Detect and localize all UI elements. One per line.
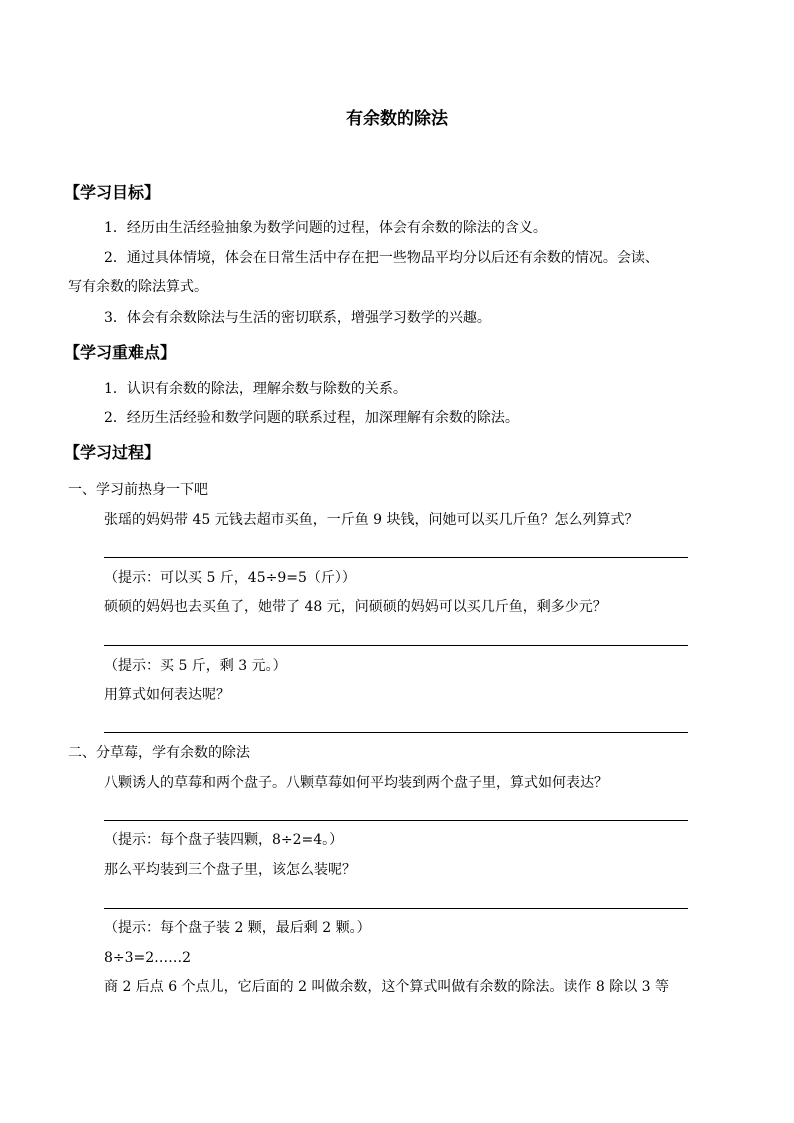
answer-line-1 [104,557,688,558]
answer-line-5 [104,908,688,909]
heading-learning-goals: 【学习目标】 [64,183,161,202]
answer-line-4 [104,820,688,821]
heading-key-points: 【学习重难点】 [64,343,177,362]
keypoint-item-2: 2．经历生活经验和数学问题的联系过程，加深理解有余数的除法。 [104,410,519,426]
part1-hint-2: （提示：买 5 斤，剩 3 元。） [104,658,287,674]
answer-line-2 [104,645,688,646]
goal-item-2-cont: 写有余数的除法算式。 [68,279,208,295]
goal-item-2: 2．通过具体情境，体会在日常生活中存在把一些物品平均分以后还有余数的情况。会读、 [104,250,659,266]
part1-question-2: 硕硕的妈妈也去买鱼了，她带了 48 元，问硕硕的妈妈可以买几斤鱼，剩多少元？ [104,599,607,615]
part2-hint-1: （提示：每个盘子装四颗，8÷2=4。） [104,832,344,848]
part2-title: 二、分草莓，学有余数的除法 [68,745,250,761]
keypoint-item-1: 1．认识有余数的除法，理解余数与除数的关系。 [104,381,407,397]
part2-explanation: 商 2 后点 6 个点儿，它后面的 2 叫做余数，这个算式叫做有余数的除法。读作 8 除以 3 等 [104,979,670,995]
goal-item-3: 3．体会有余数除法与生活的密切联系，增强学习数学的兴趣。 [104,310,491,326]
part1-question-3: 用算式如何表达呢？ [104,687,230,703]
part1-hint-1: （提示：可以买 5 斤，45÷9=5（斤）） [104,570,356,586]
part2-hint-2: （提示：每个盘子装 2 颗，最后剩 2 颗。） [104,920,371,936]
page-title: 有余数的除法 [346,109,448,129]
part2-question-1: 八颗诱人的草莓和两个盘子。八颗草莓如何平均装到两个盘子里，算式如何表达？ [104,775,608,791]
heading-learning-process: 【学习过程】 [64,443,161,462]
answer-line-3 [104,732,688,733]
part1-title: 一、学习前热身一下吧 [68,482,208,498]
part2-question-2: 那么平均装到三个盘子里，该怎么装呢？ [104,862,356,878]
part1-question-1: 张瑶的妈妈带 45 元钱去超市买鱼，一斤鱼 9 块钱，问她可以买几斤鱼？怎么列算式？ [104,512,639,528]
goal-item-1: 1．经历由生活经验抽象为数学问题的过程，体会有余数的除法的含义。 [104,220,547,236]
part2-formula: 8÷3=2……2 [104,950,192,966]
